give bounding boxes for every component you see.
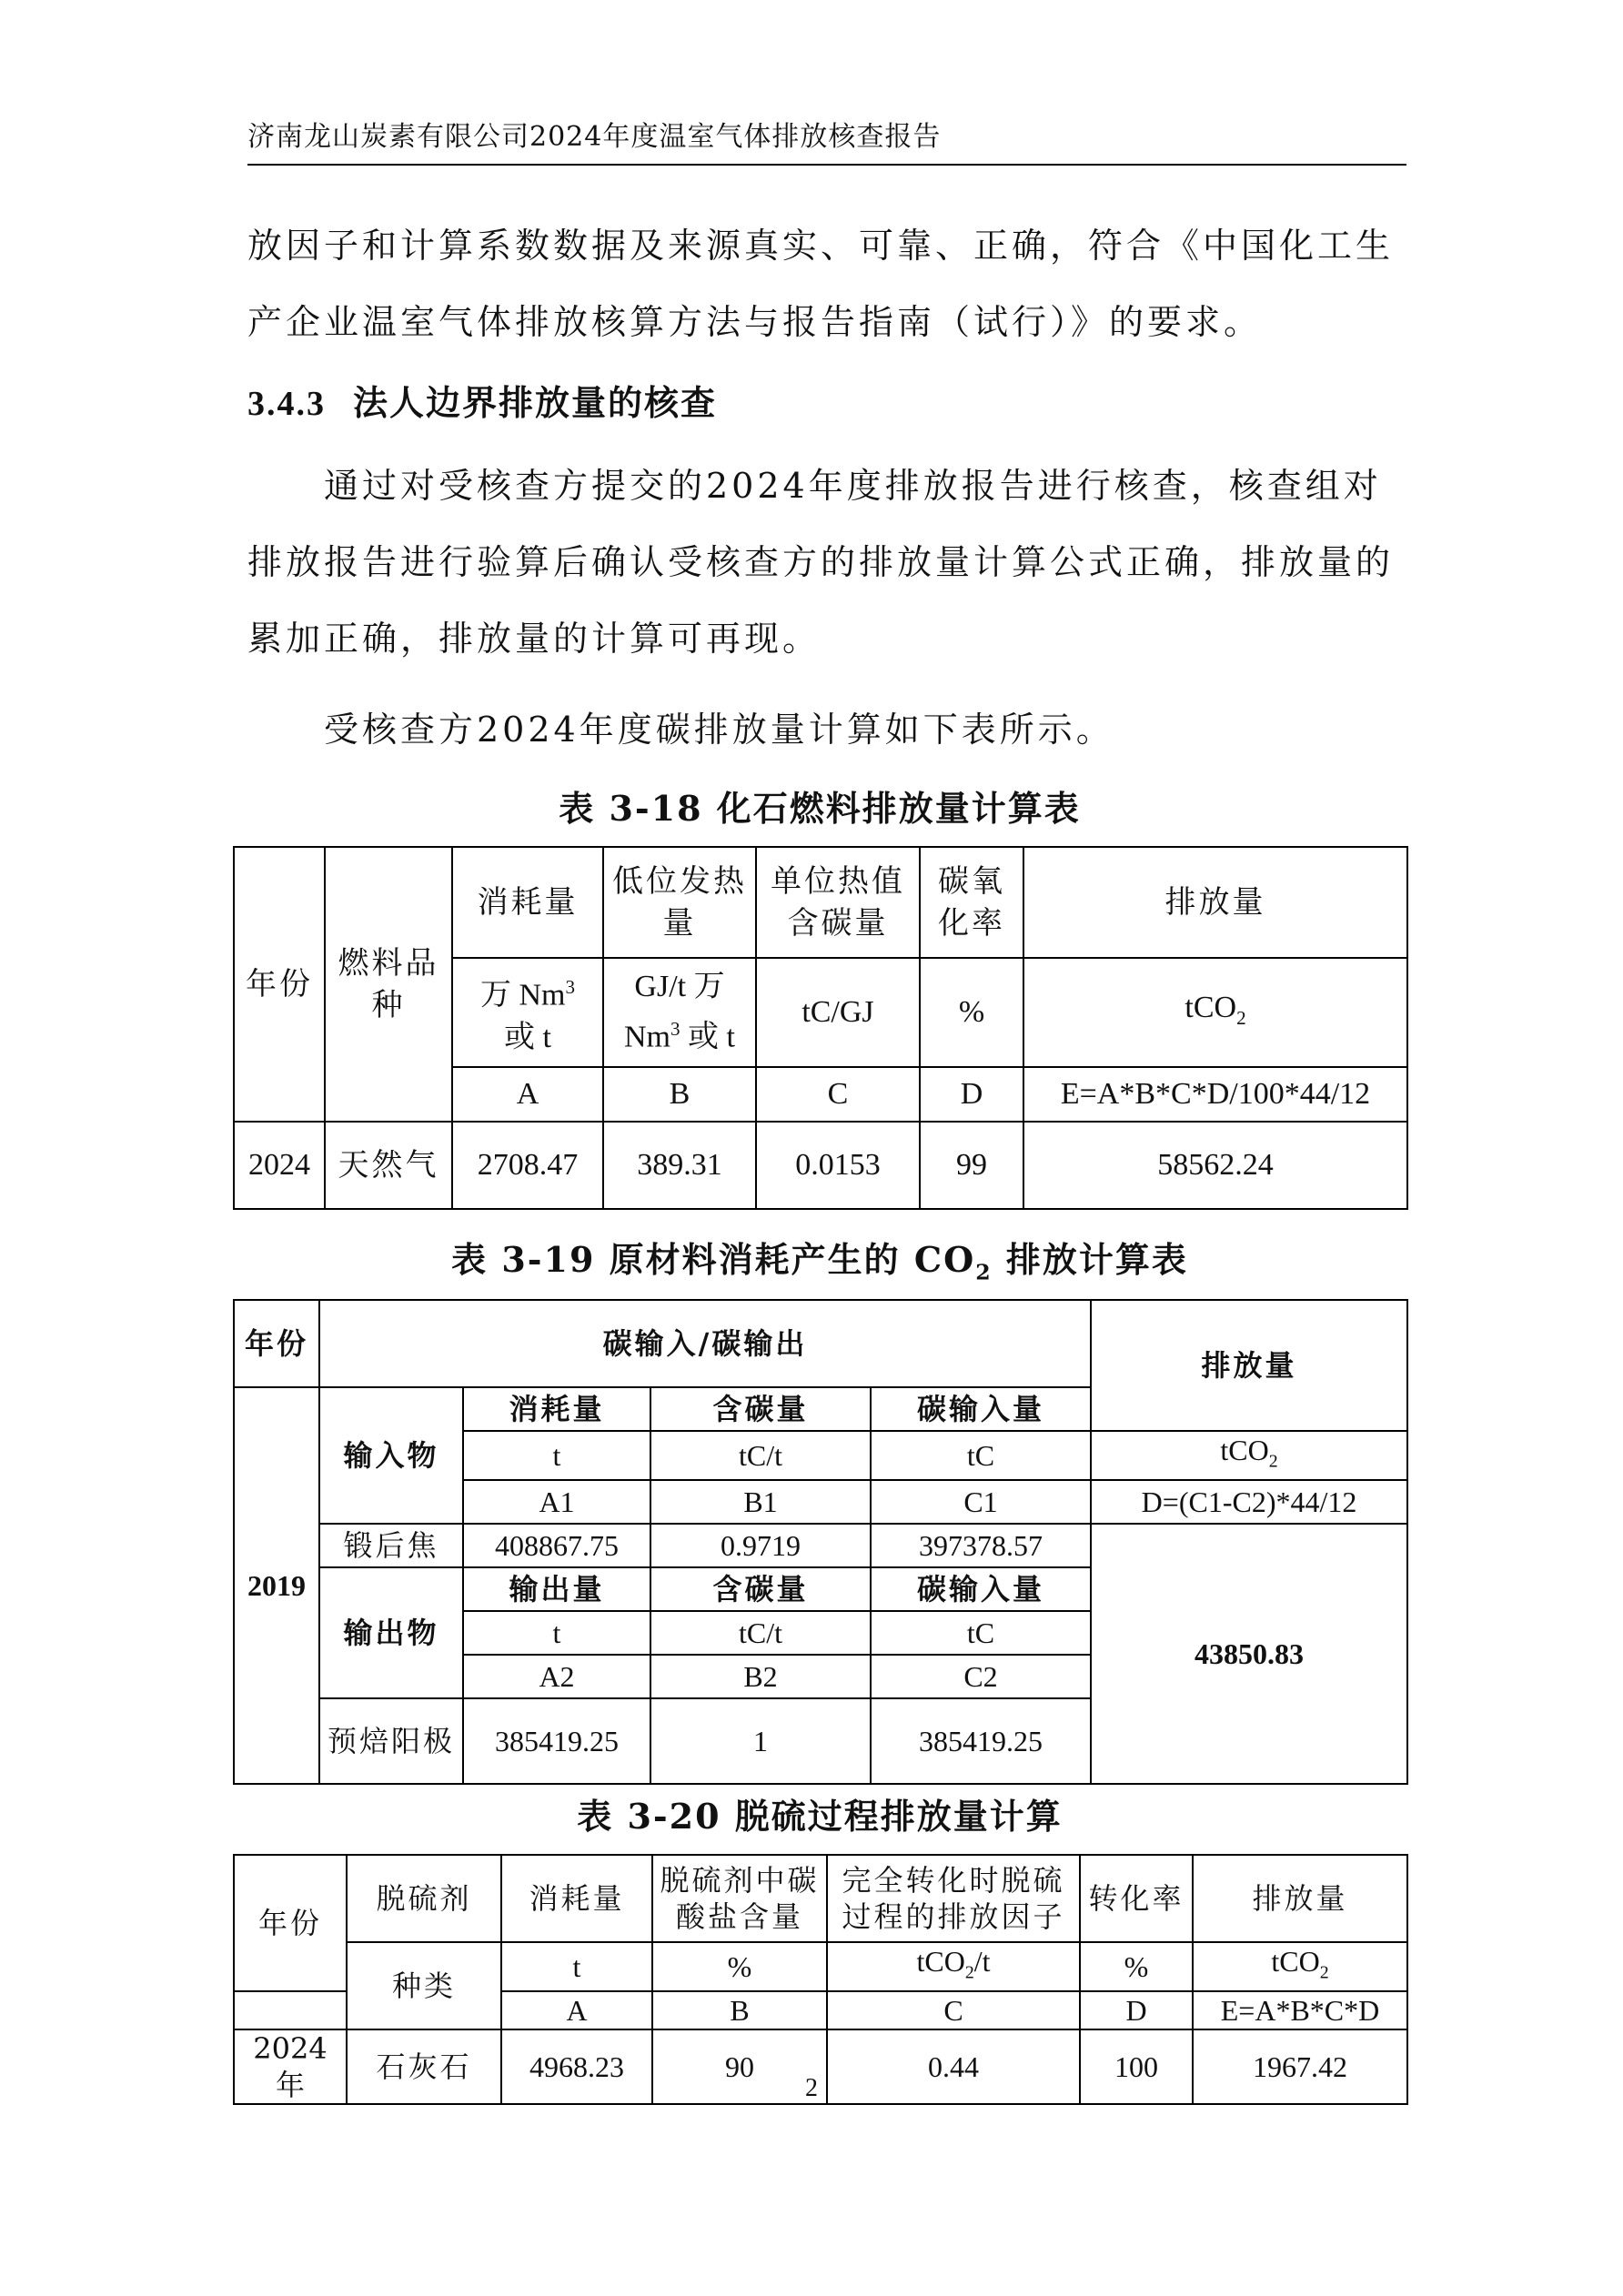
paragraph-2: 通过对受核查方提交的2024年度排放报告进行核查，核查组对排放报告进行验算后确认受核查方的排放量计算公式正确，排放量的累加正确，排放量的计算可再现。	[247, 466, 1395, 659]
row-year: 2024 年	[234, 2029, 347, 2104]
header-carbon-content: 单位热值含碳量	[756, 847, 920, 958]
row-consumption: 4968.23	[501, 2029, 652, 2104]
fossil-fuel-table	[233, 846, 1408, 1210]
table-20-caption: 表 3-20 脱硫过程排放量计算	[577, 1796, 1063, 1837]
table-19-caption: 表 3-19 原材料消耗产生的 $CO_2$ 排放计算表	[451, 1239, 1188, 1285]
code-d: D	[1080, 1991, 1193, 2029]
output-value-3: 385419.25	[871, 1698, 1091, 1784]
unit-carbonate: %	[652, 1942, 827, 1991]
input-code-3: C1	[871, 1480, 1091, 1524]
input-unit-1: t	[463, 1431, 650, 1480]
row-emission: 58562.24	[1023, 1122, 1407, 1209]
header-emission-factor: 完全转化时脱硫过程的排放因子	[827, 1855, 1080, 1942]
section-heading	[247, 375, 717, 425]
table-row	[234, 1122, 1407, 1209]
header-conversion-rate: 转化率	[1080, 1855, 1193, 1942]
input-unit-3: tC	[871, 1431, 1091, 1480]
output-header-carbon-content: 含碳量	[650, 1567, 871, 1611]
row-consumption: 2708.47	[452, 1122, 603, 1209]
header-oxidation-rate: 碳氧化率	[920, 847, 1023, 958]
unit-carbon-content: tC/GJ	[756, 958, 920, 1067]
emission-unit: tCO$_2$	[1091, 1431, 1407, 1480]
header-consumption: 消耗量	[501, 1855, 652, 1942]
header-emission: 排放量	[1091, 1300, 1407, 1431]
header-emission: 排放量	[1193, 1855, 1407, 1942]
section-number: 3.4.3	[247, 385, 326, 423]
row-oxidation-rate: 99	[920, 1122, 1023, 1209]
row-agent: 石灰石	[347, 2029, 501, 2104]
row-emission: 1967.42	[1193, 2029, 1407, 2104]
header-emission: 排放量	[1023, 847, 1407, 958]
output-code-3: C2	[871, 1655, 1091, 1698]
output-header-carbon-input: 碳输入量	[871, 1567, 1091, 1611]
row-carbonate: 90	[652, 2029, 827, 2104]
total-emission: 43850.83	[1091, 1524, 1407, 1784]
header-year: 年份	[234, 1855, 347, 1991]
year-cell: 2019	[234, 1387, 319, 1784]
raw-material-table	[233, 1299, 1408, 1785]
input-material-name: 锻后焦	[319, 1524, 463, 1567]
formula: E=A*B*C*D	[1193, 1991, 1407, 2029]
input-header-carbon-input: 碳输入量	[871, 1387, 1091, 1431]
header-ncv: 低位发热量	[603, 847, 756, 958]
table-row	[234, 1524, 1407, 1567]
header-consumption: 消耗量	[452, 847, 603, 958]
section-title: 法人边界排放量的核查	[353, 382, 718, 423]
header-fuel: 燃料品种	[325, 847, 452, 1122]
output-code-1: A2	[463, 1655, 650, 1698]
row-fuel: 天然气	[325, 1122, 452, 1209]
output-unit-3: tC	[871, 1611, 1091, 1655]
row-year: 2024	[234, 1122, 325, 1209]
unit-consumption: t	[501, 1942, 652, 1991]
unit-factor: tCO$_2$/t	[827, 1942, 1080, 1991]
empty-cell	[234, 1991, 347, 2029]
paragraph-3: 受核查方2024年度碳排放量计算如下表所示。	[324, 710, 1114, 750]
desulfurization-table	[233, 1854, 1408, 2105]
header-year: 年份	[234, 847, 325, 1122]
output-unit-1: t	[463, 1611, 650, 1655]
output-header-quantity: 输出量	[463, 1567, 650, 1611]
unit-emission: tCO$_2$	[1023, 958, 1407, 1067]
row-factor: 0.44	[827, 2029, 1080, 2104]
input-unit-2: tC/t	[650, 1431, 871, 1480]
header-carbon-io: 碳输入/碳输出	[319, 1300, 1091, 1387]
output-value-1: 385419.25	[463, 1698, 650, 1784]
output-material-name: 预焙阳极	[319, 1698, 463, 1784]
page-number: 2	[805, 2074, 818, 2102]
emission-formula: D=(C1-C2)*44/12	[1091, 1480, 1407, 1524]
row-carbon-content: 0.0153	[756, 1122, 920, 1209]
output-label: 输出物	[319, 1567, 463, 1698]
header-agent: 脱硫剂	[347, 1855, 501, 1942]
input-value-2: 0.9719	[650, 1524, 871, 1567]
header-year: 年份	[234, 1300, 319, 1387]
row-conversion: 100	[1080, 2029, 1193, 2104]
code-a: A	[452, 1067, 603, 1122]
header-agent-type: 种类	[347, 1942, 501, 2029]
input-code-2: B1	[650, 1480, 871, 1524]
input-code-1: A1	[463, 1480, 650, 1524]
formula: E=A*B*C*D/100*44/12	[1023, 1067, 1407, 1122]
unit-conversion: %	[1080, 1942, 1193, 1991]
code-a: A	[501, 1991, 652, 2029]
input-value-1: 408867.75	[463, 1524, 650, 1567]
table-18-caption: 表 3-18 化石燃料排放量计算表	[559, 788, 1081, 829]
unit-emission: tCO$_2$	[1193, 1942, 1407, 1991]
output-unit-2: tC/t	[650, 1611, 871, 1655]
row-ncv: 389.31	[603, 1122, 756, 1209]
code-d: D	[920, 1067, 1023, 1122]
output-code-2: B2	[650, 1655, 871, 1698]
input-header-consumption: 消耗量	[463, 1387, 650, 1431]
code-c: C	[756, 1067, 920, 1122]
code-c: C	[827, 1991, 1080, 2029]
page-header: 济南龙山炭素有限公司2024年度温室气体排放核查报告	[247, 116, 1406, 166]
input-value-3: 397378.57	[871, 1524, 1091, 1567]
unit-consumption: 万 Nm$^3$ 或 t	[452, 958, 603, 1067]
code-b: B	[652, 1991, 827, 2029]
input-label: 输入物	[319, 1387, 463, 1524]
code-b: B	[603, 1067, 756, 1122]
output-value-2: 1	[650, 1698, 871, 1784]
input-header-carbon-content: 含碳量	[650, 1387, 871, 1431]
header-carbonate-content: 脱硫剂中碳酸盐含量	[652, 1855, 827, 1942]
unit-oxidation-rate: %	[920, 958, 1023, 1067]
paragraph-1: 放因子和计算系数数据及来源真实、可靠、正确，符合《中国化工生产企业温室气体排放核算方法与报告指南（试行）》的要求。	[247, 226, 1395, 342]
unit-ncv: GJ/t 万 Nm$^3$ 或 t	[603, 958, 756, 1067]
